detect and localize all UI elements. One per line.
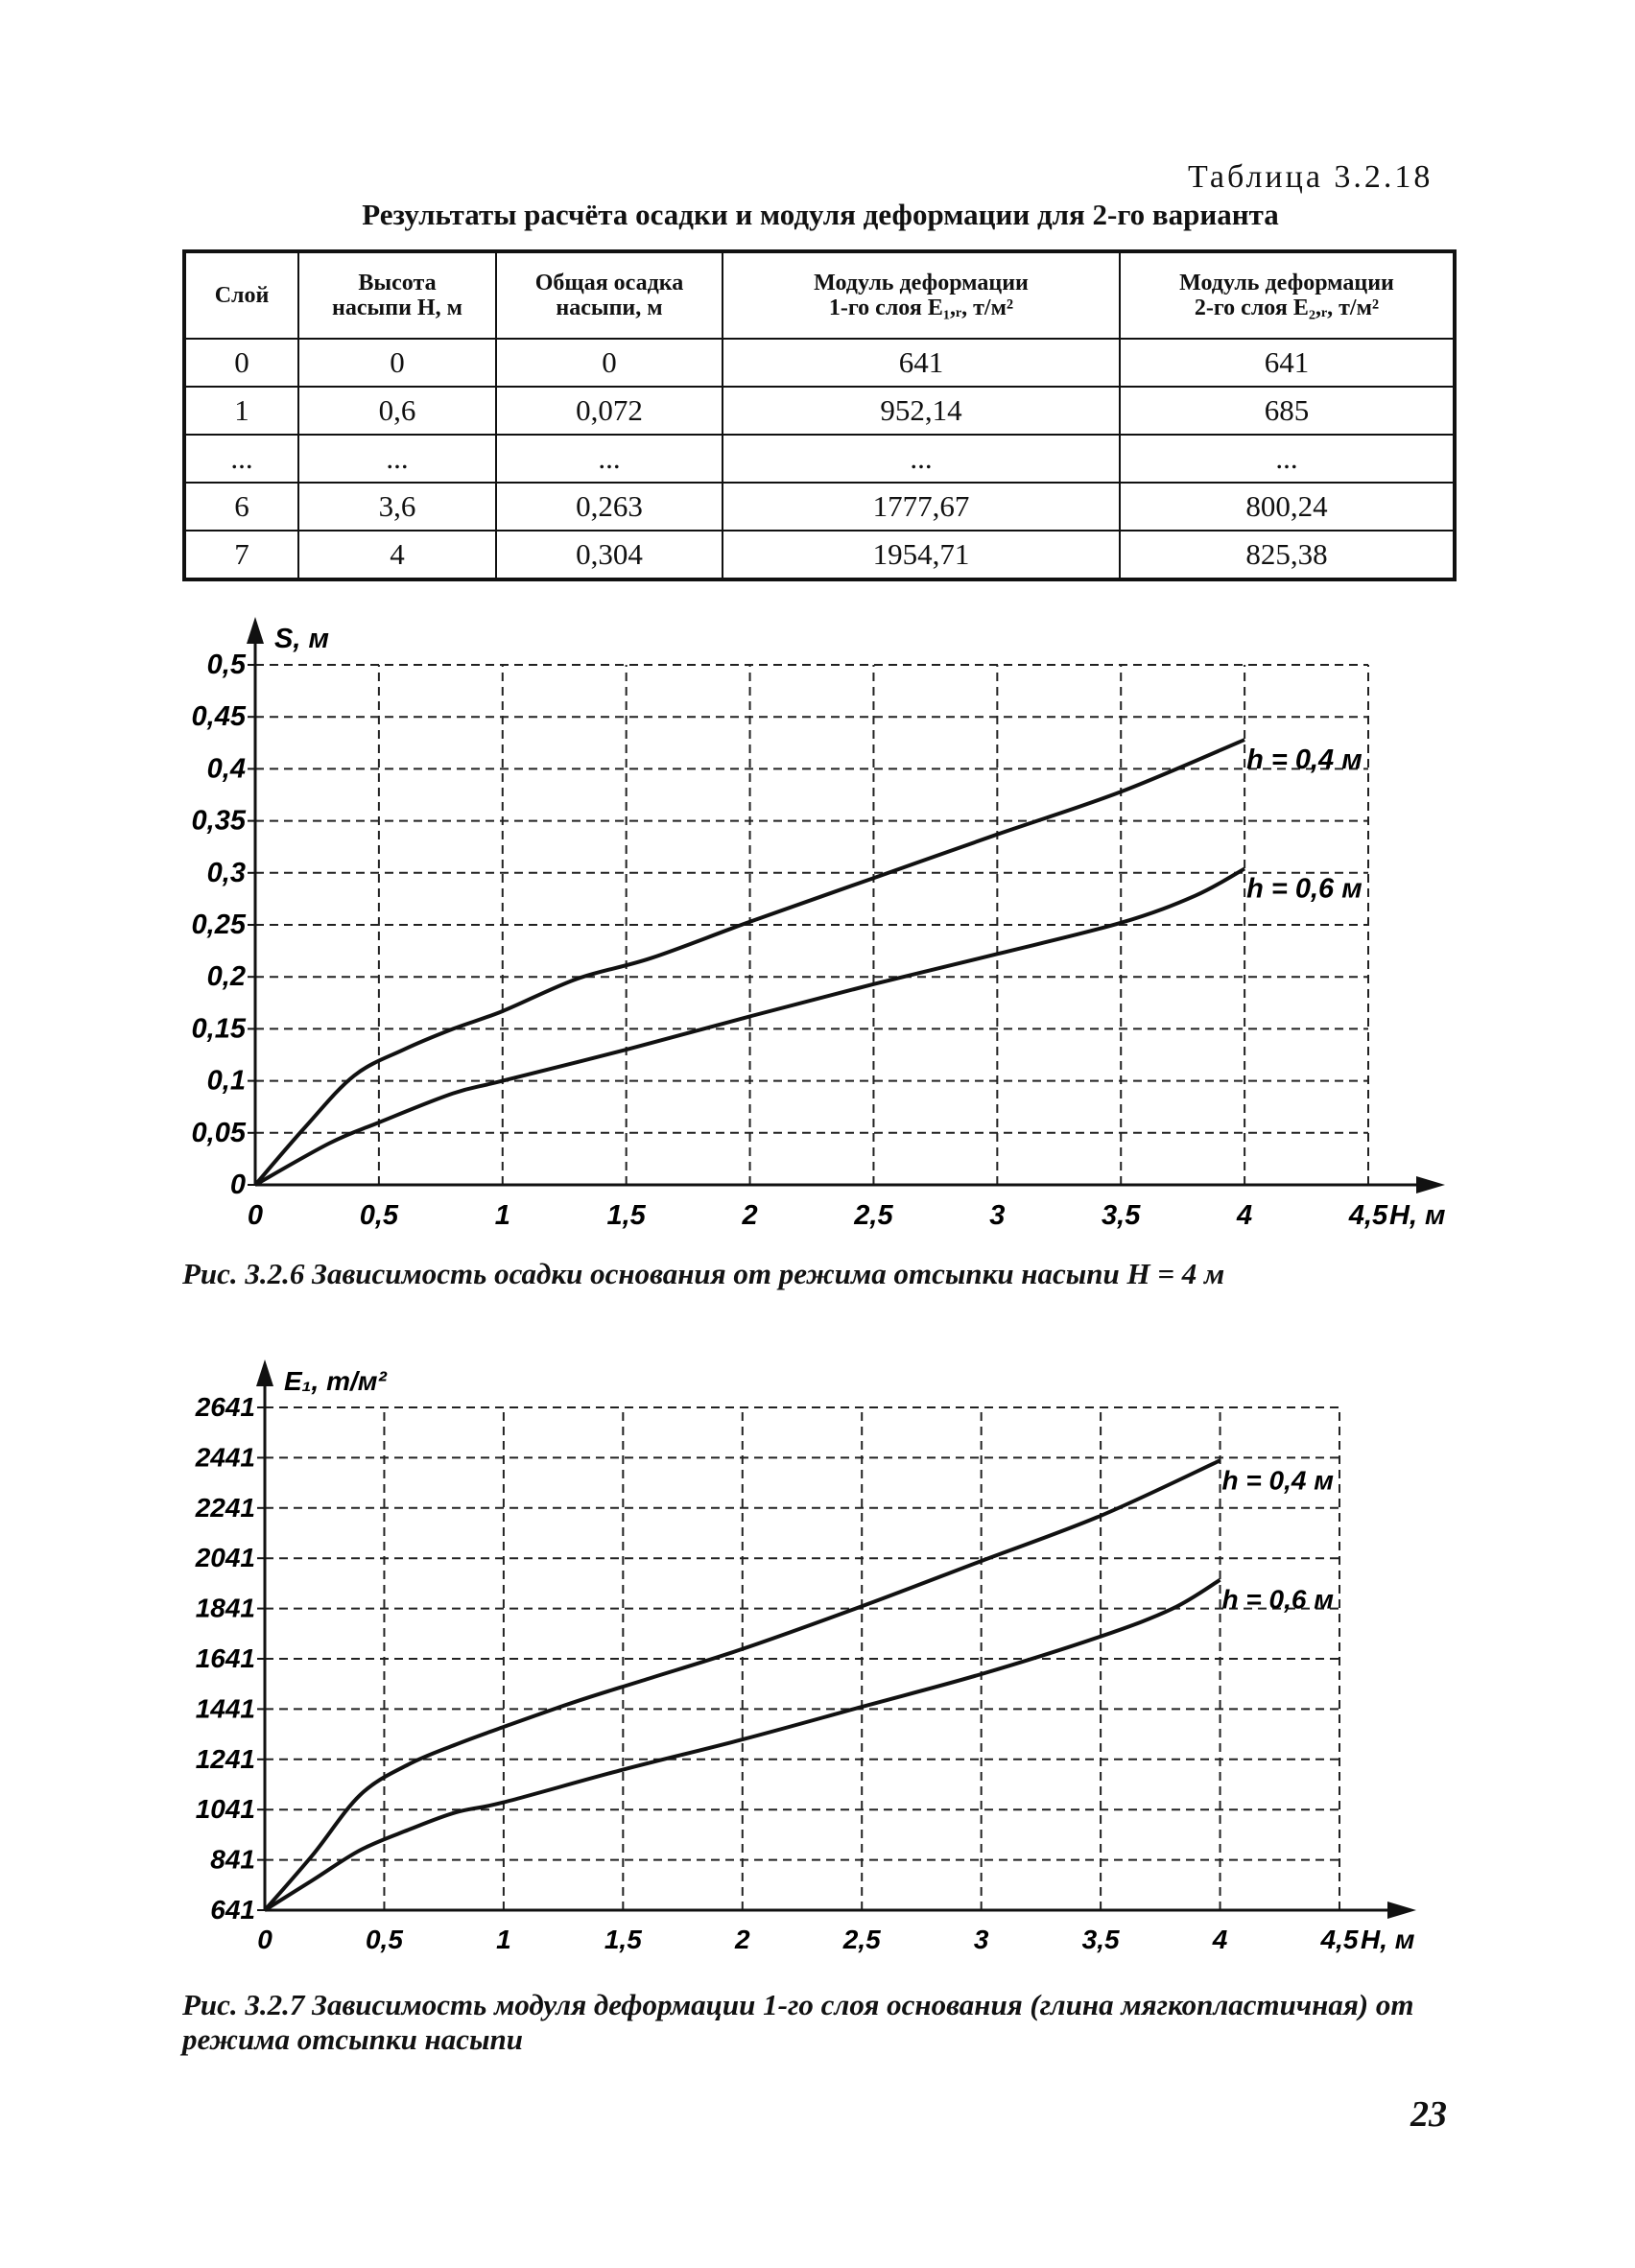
- table-cell: ...: [184, 435, 298, 483]
- y-tick-label: 1641: [195, 1643, 255, 1673]
- y-tick-label: 1241: [195, 1743, 255, 1774]
- table-cell: 1: [184, 387, 298, 435]
- table-cell: 641: [723, 339, 1120, 387]
- y-tick-label: 0,45: [191, 701, 246, 733]
- x-tick-label: 2,5: [854, 1200, 893, 1231]
- table-cell: ...: [496, 435, 723, 483]
- y-tick-label: 1041: [195, 1794, 255, 1825]
- x-tick-label: 1: [494, 1200, 510, 1231]
- x-tick-label: 0,5: [359, 1200, 399, 1231]
- header-modulus-2-line1: Модуль деформации: [1179, 271, 1394, 295]
- series-label-2: h = 0,6 м: [1221, 1584, 1334, 1615]
- header-height-line1: Высота: [358, 271, 437, 295]
- table-cell: 825,38: [1120, 531, 1455, 579]
- x-tick-label: 1,5: [604, 1925, 642, 1954]
- x-axis-label: H, м: [1389, 1200, 1446, 1231]
- table-cell: 685: [1120, 387, 1455, 435]
- table-cell: 800,24: [1120, 483, 1455, 531]
- x-axis-arrow: [1387, 1902, 1416, 1919]
- x-tick-label: 0: [257, 1925, 272, 1954]
- table-cell: 0: [496, 339, 723, 387]
- y-tick-label: 0,05: [191, 1117, 246, 1148]
- page-number: 23: [1410, 2094, 1447, 2135]
- table-cell: 0: [184, 339, 298, 387]
- x-axis-label: H, м: [1361, 1925, 1415, 1954]
- table-cell: ...: [723, 435, 1120, 483]
- table-cell: ...: [298, 435, 496, 483]
- figure-2-caption: Рис. 3.2.7 Зависимость модуля деформации 1-го слоя основания (глина мягкопластичная) от режима отсыпки насыпи: [182, 1988, 1414, 2056]
- header-height-line2: насыпи H, м: [332, 295, 462, 320]
- y-tick-label: 0,1: [206, 1065, 246, 1097]
- table-cell: 4: [298, 531, 496, 579]
- y-tick-label: 0,3: [206, 857, 246, 888]
- x-tick-label: 0,5: [365, 1925, 403, 1954]
- header-settlement-line2: насыпи, м: [556, 295, 663, 320]
- x-tick-label: 0: [247, 1200, 264, 1231]
- table-cell: 0: [298, 339, 496, 387]
- x-tick-label: 3,5: [1081, 1925, 1120, 1954]
- x-tick-label: 4,5: [1320, 1925, 1359, 1954]
- x-tick-label: 4: [1237, 1200, 1253, 1231]
- table-cell: 1777,67: [723, 483, 1120, 531]
- x-tick-label: 2: [742, 1200, 758, 1231]
- x-tick-label: 1: [496, 1925, 511, 1954]
- x-tick-label: 3: [973, 1925, 989, 1954]
- figure-1-caption: Рис. 3.2.6 Зависимость осадки основания от режима отсыпки насыпи H = 4 м: [182, 1257, 1225, 1290]
- y-tick-label: 0,4: [206, 753, 246, 785]
- x-tick-label: 4,5: [1348, 1200, 1388, 1231]
- table-cell: 0,263: [496, 483, 723, 531]
- table-cell: 7: [184, 531, 298, 579]
- header-modulus-1-line1: Модуль деформации: [814, 271, 1029, 295]
- y-axis-label: S, м: [274, 624, 329, 654]
- x-tick-label: 2: [734, 1925, 750, 1954]
- y-tick-label: 0,25: [191, 910, 246, 940]
- y-tick-label: 0,5: [206, 650, 246, 680]
- series-label-1: h = 0,4 м: [1221, 1465, 1334, 1496]
- table-cell: 641: [1120, 339, 1455, 387]
- y-tick-label: 1841: [195, 1593, 255, 1623]
- header-modulus-1-line2: 1-го слоя E₁,ᵣ, т/м²: [828, 295, 1014, 320]
- y-tick-label: 2241: [195, 1492, 255, 1523]
- y-axis-arrow: [256, 1359, 273, 1386]
- y-tick-label: 0,35: [191, 805, 246, 837]
- table-cell: 6: [184, 483, 298, 531]
- table-title: Результаты расчёта осадки и модуля деформации для 2-го варианта: [362, 198, 1279, 231]
- y-tick-label: 2641: [195, 1392, 255, 1422]
- table-cell: 0,072: [496, 387, 723, 435]
- y-tick-label: 841: [210, 1844, 255, 1875]
- y-tick-label: 0,2: [206, 961, 246, 993]
- y-tick-label: 0,15: [191, 1013, 246, 1045]
- y-axis-label: E₁, т/м²: [284, 1366, 387, 1396]
- x-tick-label: 1,5: [606, 1200, 646, 1231]
- table-cell: ...: [1120, 435, 1455, 483]
- table-cell: 0,304: [496, 531, 723, 579]
- y-tick-label: 2041: [195, 1543, 255, 1573]
- series-label-1: h = 0,4 м: [1246, 744, 1362, 776]
- table-cell: 3,6: [298, 483, 496, 531]
- y-tick-label: 641: [210, 1895, 255, 1925]
- y-tick-label: 0: [229, 1169, 246, 1200]
- table-cell: 952,14: [723, 387, 1120, 435]
- y-tick-label: 2441: [195, 1442, 255, 1473]
- header-layer: Слой: [184, 251, 298, 339]
- x-tick-label: 3: [989, 1200, 1006, 1231]
- y-tick-label: 1441: [195, 1693, 255, 1724]
- table-cell: 0,6: [298, 387, 496, 435]
- x-tick-label: 3,5: [1102, 1200, 1141, 1231]
- table-number: Таблица 3.2.18: [1188, 159, 1434, 195]
- x-tick-label: 4: [1212, 1925, 1228, 1954]
- series-label-2: h = 0,6 м: [1246, 873, 1362, 905]
- header-modulus-2-line2: 2-го слоя E₂,ᵣ, т/м²: [1194, 295, 1380, 320]
- x-tick-label: 2,5: [842, 1925, 881, 1954]
- table-cell: 1954,71: [723, 531, 1120, 579]
- header-settlement-line1: Общая осадка: [534, 271, 684, 295]
